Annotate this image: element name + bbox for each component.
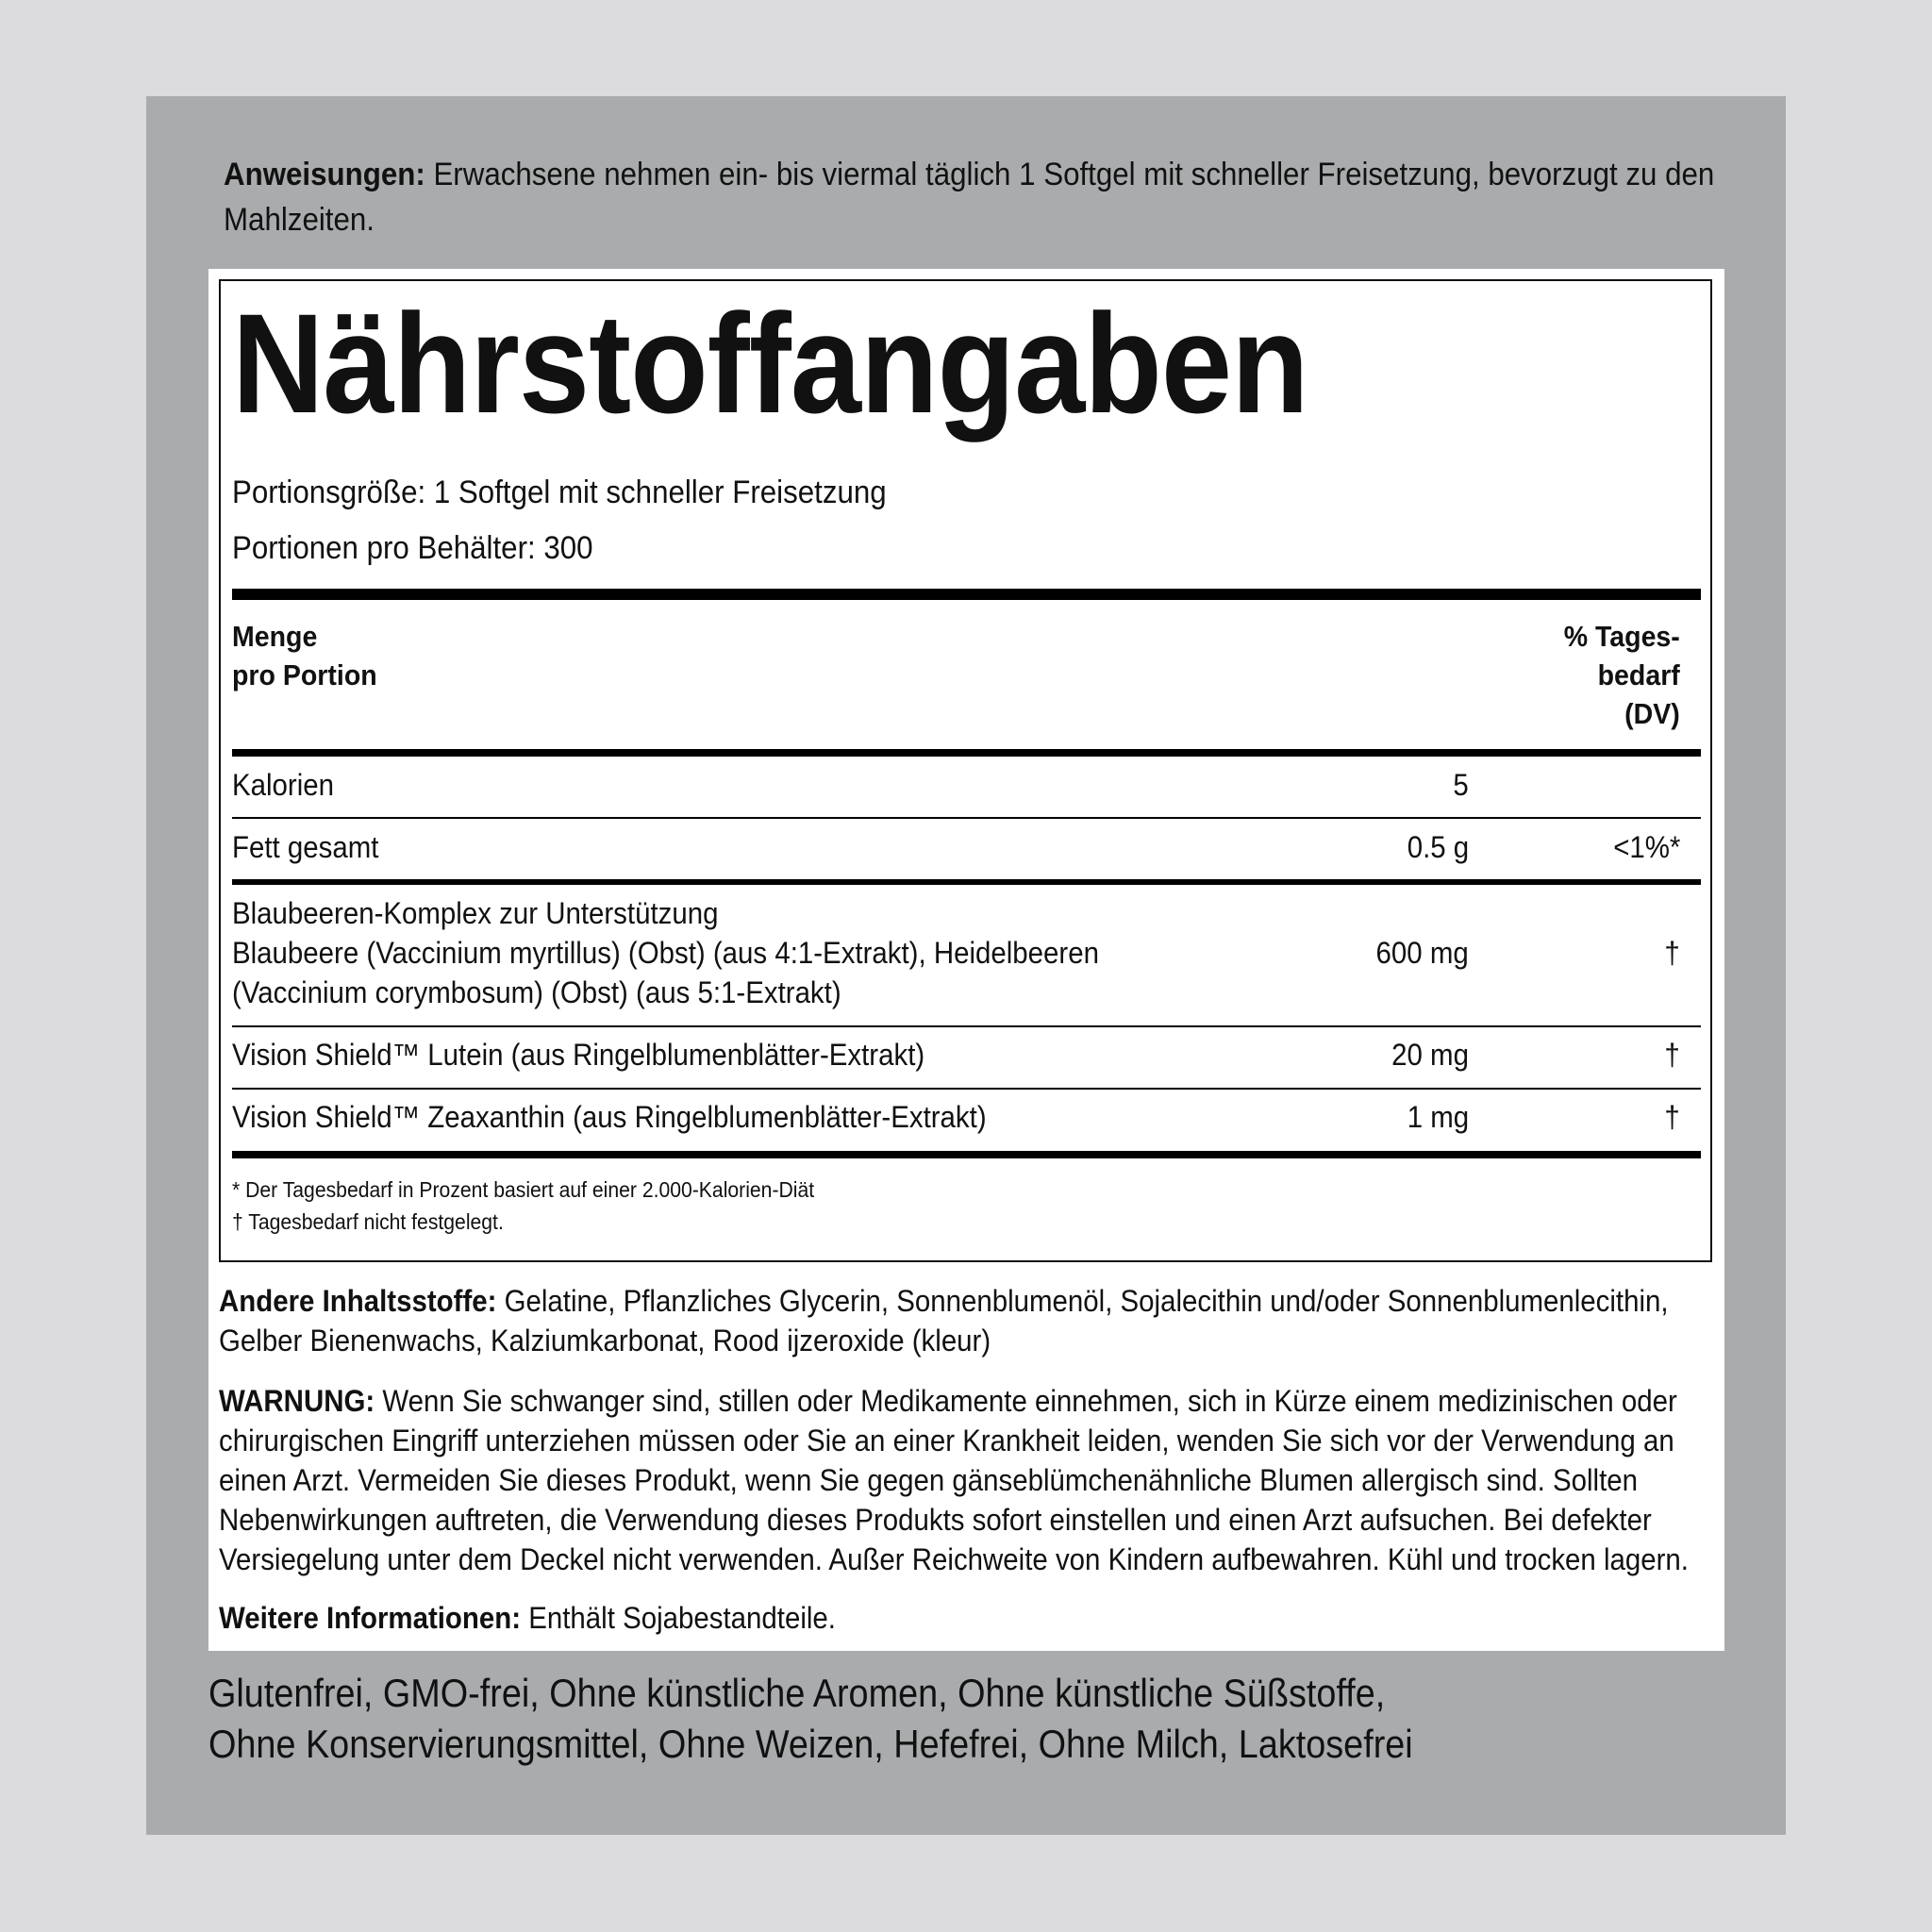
daily-value-header bbox=[1564, 617, 1680, 733]
more-info bbox=[219, 1598, 1711, 1638]
row-fat-amount: 0.5 g bbox=[1407, 830, 1469, 864]
directions-text: Erwachsene nehmen ein- bis viermal täglich 1 Softgel mit schneller Freisetzung, bevorzugt zu den Mahlzeiten. bbox=[224, 157, 1715, 238]
warning-text: Wenn Sie schwanger sind, stillen oder Medikamente einnehmen, sich in Kürze einem medizinischen oder chirurgischen Eingriff unterziehen müssen oder Sie an einer Krankheit leiden, wenden Sie sich vor der Verwendung an einen Arzt. Vermeiden Sie dieses Produkt, wenn Sie gegen gänseblümchenähnliche Blumen allergisch sind. Sollten Nebenwirkungen auftreten, die Verwendung dieses Produkts sofort einstellen und einen Arzt aufsuchen. Bei defekter Versiegelung unter dem Deckel nicht verwenden. Außer Reichweite von Kindern aufbewahren. Kühl und trocken lagern. bbox=[219, 1384, 1689, 1576]
row-blueberry-name-line2: Blaubeere (Vaccinium myrtillus) (Obst) (aus 4:1-Extrakt), Heidelbeeren bbox=[232, 936, 1099, 970]
header-right-line1: % Tages- bbox=[1563, 620, 1680, 653]
row-zeaxanthin-name: Vision Shield™ Zeaxanthin (aus Ringelblumenblätter-Extrakt) bbox=[232, 1100, 987, 1134]
row-blueberry-amount: 600 mg bbox=[1375, 936, 1469, 970]
header-divider bbox=[232, 749, 1701, 757]
row-divider-medium bbox=[232, 879, 1701, 885]
header-left-line1: Menge bbox=[232, 620, 318, 653]
thick-divider-bottom bbox=[232, 1151, 1701, 1158]
header-left-line2: pro Portion bbox=[232, 658, 377, 691]
row-zeaxanthin-amount: 1 mg bbox=[1407, 1100, 1469, 1134]
other-ingredients-label: Andere Inhaltsstoffe: bbox=[219, 1284, 497, 1318]
row-blueberry-name-line1: Blaubeeren-Komplex zur Unterstützung bbox=[232, 896, 719, 930]
row-blueberry-name-line3: (Vaccinium corymbosum) (Obst) (aus 5:1-Extrakt) bbox=[232, 975, 841, 1009]
row-fat-name: Fett gesamt bbox=[232, 830, 379, 864]
amount-per-serving-header bbox=[232, 617, 377, 694]
directions bbox=[224, 152, 1734, 242]
footnote-dagger: † Tagesbedarf nicht festgelegt. bbox=[232, 1209, 504, 1234]
free-from-claims: Glutenfrei, GMO-frei, Ohne künstliche Aromen, Ohne künstliche Süßstoffe, Ohne Konservierungsmittel, Ohne Weizen, Hefefrei, Ohne Milch, Laktosefrei bbox=[208, 1671, 1413, 1766]
thick-divider bbox=[232, 589, 1701, 600]
row-divider bbox=[232, 1025, 1701, 1027]
row-lutein-dv: † bbox=[1664, 1038, 1680, 1072]
more-info-text: Enthält Sojabestandteile. bbox=[521, 1601, 836, 1635]
row-lutein-name: Vision Shield™ Lutein (aus Ringelblumenblätter-Extrakt) bbox=[232, 1038, 925, 1072]
header-right-line3: (DV) bbox=[1624, 697, 1680, 730]
facts-title: Nährstoffangaben bbox=[232, 284, 1308, 442]
row-blueberry-dv: † bbox=[1664, 936, 1680, 970]
row-lutein-amount: 20 mg bbox=[1391, 1038, 1469, 1072]
servings-per-container: Portionen pro Behälter: 300 bbox=[232, 530, 593, 566]
serving-size: Portionsgröße: 1 Softgel mit schneller Freisetzung bbox=[232, 475, 887, 510]
row-zeaxanthin-dv: † bbox=[1664, 1100, 1680, 1134]
directions-label: Anweisungen: bbox=[224, 157, 425, 192]
row-divider bbox=[232, 1088, 1701, 1090]
row-calories-name: Kalorien bbox=[232, 768, 335, 802]
row-divider bbox=[232, 817, 1701, 819]
row-fat-dv: <1%* bbox=[1612, 830, 1680, 864]
footnote-daily-value: * Der Tagesbedarf in Prozent basiert auf einer 2.000-Kalorien-Diät bbox=[232, 1177, 815, 1202]
warning bbox=[219, 1381, 1711, 1579]
header-right-line2: bedarf bbox=[1597, 658, 1680, 691]
other-ingredients bbox=[219, 1281, 1711, 1360]
warning-label: WARNUNG: bbox=[219, 1384, 375, 1418]
row-calories-amount: 5 bbox=[1453, 768, 1469, 802]
other-ingredients-text: Gelatine, Pflanzliches Glycerin, Sonnenblumenöl, Sojalecithin und/oder Sonnenblumenlecithin, Gelber Bienenwachs, Kalziumkarbonat, Rood ijzeroxide (kleur) bbox=[219, 1284, 1669, 1357]
more-info-label: Weitere Informationen: bbox=[219, 1601, 522, 1635]
